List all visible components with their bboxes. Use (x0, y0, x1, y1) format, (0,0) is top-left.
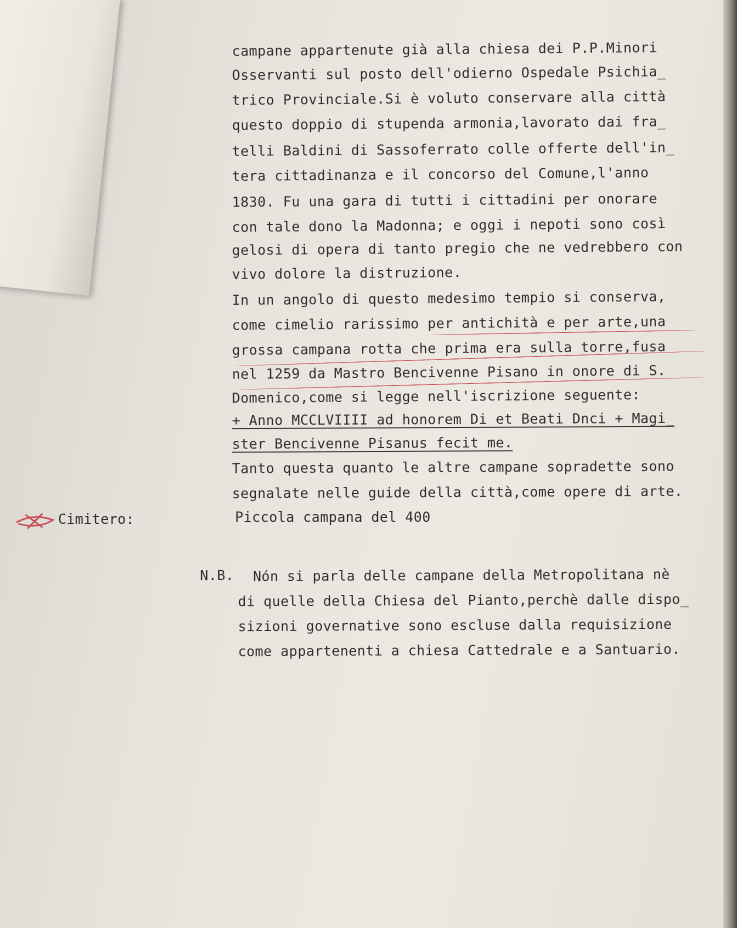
page-edge-shadow (723, 0, 737, 928)
text-line-2: Osservanti sul posto dell'odierno Ospedale Psichia_ (231, 64, 666, 84)
text-line-14: nel 1259 da Mastro Bencivenne Pisano in onore di S. (231, 363, 666, 383)
nb-line-2: di quelle della Chiesa del Pianto,perchè dalle dispo_ (237, 591, 689, 611)
text-line-9: gelosi di opera di tanto pregio che ne vedrebbero con (231, 239, 683, 259)
folded-page-corner (0, 0, 120, 296)
cimitero-text: Piccola campana del 400 (235, 510, 431, 526)
text-line-1: campane appartenute già alla chiesa dei P.P.Minori (231, 40, 658, 60)
red-check-mark-icon (14, 509, 56, 533)
text-line-5: telli Baldini di Sassoferrato colle offerte dell'in_ (231, 140, 675, 160)
nb-line-1: Nón si parla delle campane della Metropolitana nè (252, 566, 670, 586)
text-line-11: In un angolo di questo medesimo tempio si conserva, (231, 289, 666, 309)
text-line-15: Domenico,come si legge nell'iscrizione seguente: (231, 387, 641, 407)
text-line-12: come cimelio rarissimo per antichità e per arte,una (231, 314, 666, 334)
text-line-6: tera cittadinanza e il concorso del Comune,l'anno (231, 165, 649, 185)
nb-line-3: sizioni governative sono escluse dalla requisizione (237, 616, 672, 636)
inscription-line-1: + Anno MCCLVIIII ad honorem Di et Beati Dnci + Magi_ (231, 410, 675, 430)
text-line-18: Tanto questa quanto le altre campane sopradette sono (231, 458, 675, 478)
text-line-19: segnalate nelle guide della città,come opere di arte. (231, 483, 683, 503)
text-line-7: 1830. Fu una gara di tutti i cittadini per onorare (231, 191, 658, 211)
cimitero-label: Cimitero: (58, 512, 135, 528)
text-line-10: vivo dolore la distruzione. (231, 264, 462, 284)
text-line-4: questo doppio di stupenda armonia,lavorato dai fra_ (231, 114, 666, 134)
nb-line-4: come appartenenti a chiesa Cattedrale e a Santuario. (237, 641, 681, 661)
inscription-line-2: ster Bencivenne Pisanus fecit me. (231, 435, 513, 453)
text-line-8: con tale dono la Madonna; e oggi i nepoti sono così (231, 216, 666, 236)
text-line-13: grossa campana rotta che prima era sulla torre,fusa (231, 339, 666, 359)
nb-label: N.B. (199, 567, 235, 585)
text-line-3: trico Provinciale.Si è voluto conservare alla città (231, 89, 666, 109)
